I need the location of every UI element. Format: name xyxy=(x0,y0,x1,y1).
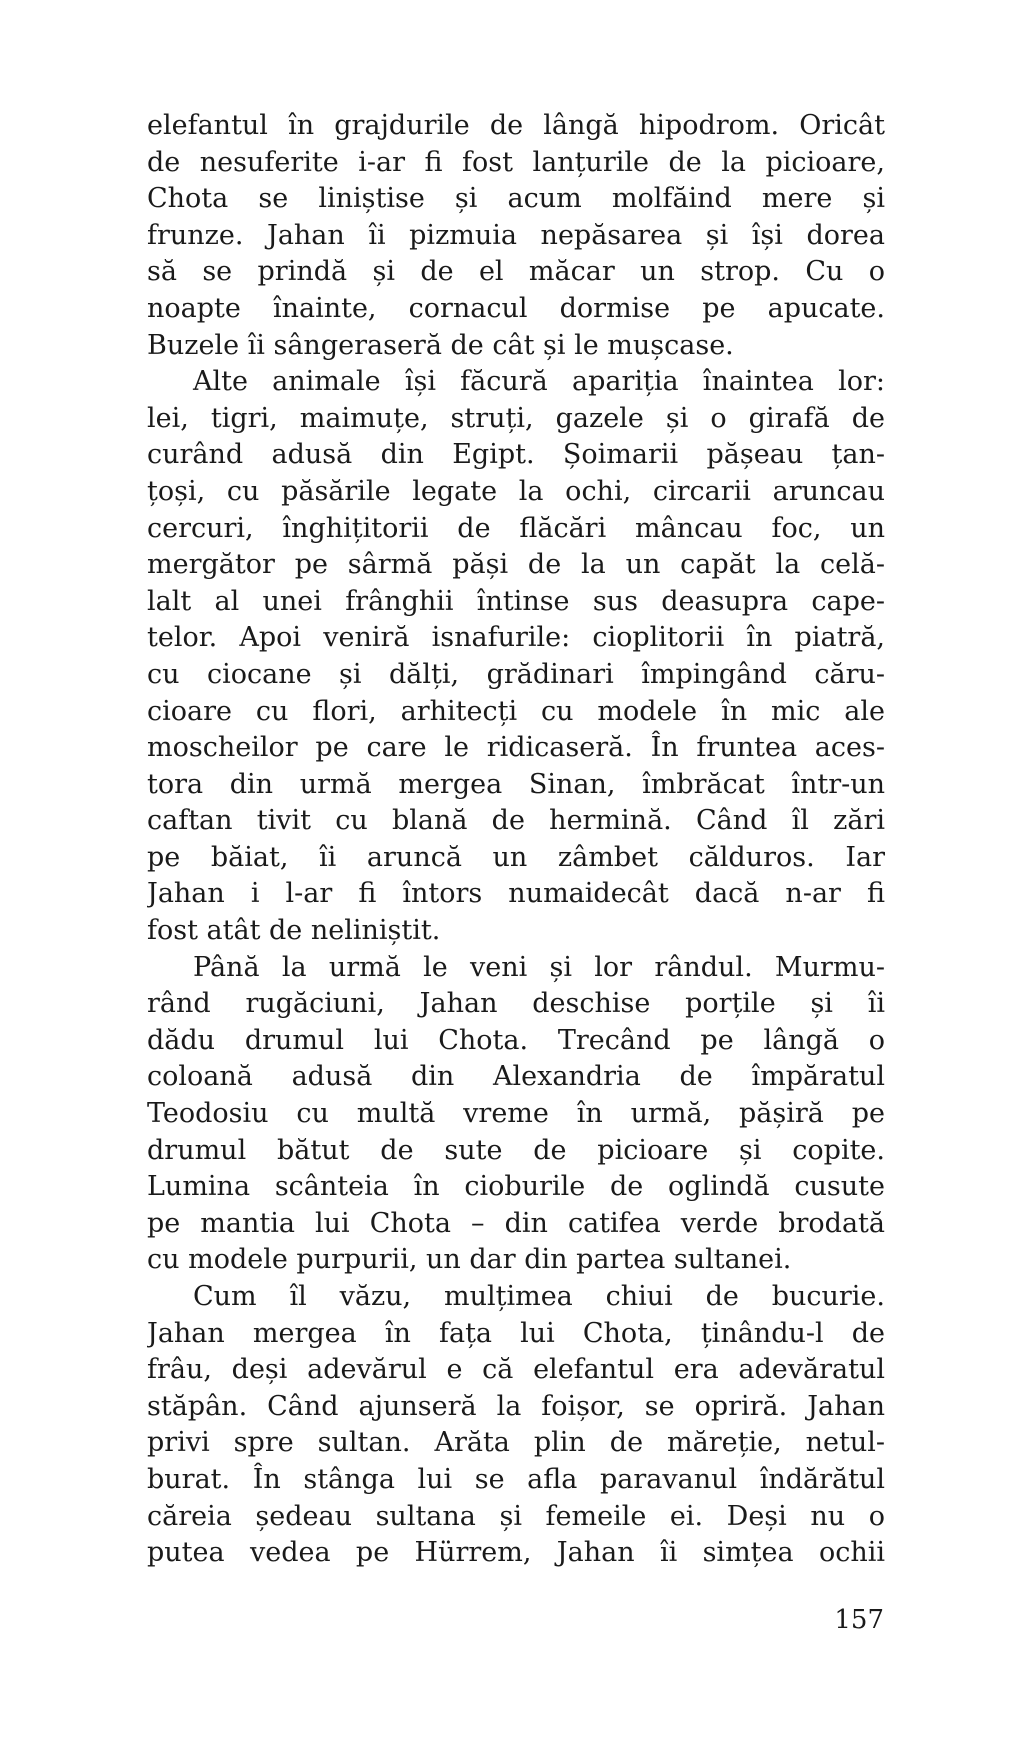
text-line: Alte animale își făcură apariția înaintea lor: xyxy=(193,366,885,398)
text-line: Jahan mergea în fața lui Chota, ținându-l de xyxy=(147,1317,885,1349)
text-line: drumul bătut de sute de picioare și copite. xyxy=(147,1134,885,1166)
text-line: mergător pe sârmă păși de la un capăt la celă- xyxy=(147,549,885,581)
text-line: Chota se liniștise și acum molfăind mere și xyxy=(147,183,885,215)
text-line: lei, tigri, maimuțe, struți, gazele și o girafă de xyxy=(147,402,885,434)
text-line: tora din urmă mergea Sinan, îmbrăcat într-un xyxy=(147,768,885,800)
body-text xyxy=(147,108,885,1572)
text-line: elefantul în grajdurile de lângă hipodrom. Oricât xyxy=(147,110,885,141)
text-line: noapte înainte, cornacul dormise pe apucate. xyxy=(147,292,885,324)
text-line: pe băiat, îi aruncă un zâmbet călduros. Iar xyxy=(147,841,885,873)
text-line: pe mantia lui Chota – din catifea verde brodată xyxy=(147,1207,885,1239)
text-line: privi spre sultan. Arăta plin de măreție, netul- xyxy=(147,1427,885,1459)
text-line: frâu, deși adevărul e că elefantul era adevăratul xyxy=(147,1354,885,1386)
text-line: cu modele purpurii, un dar din partea sultanei. xyxy=(147,1244,792,1276)
text-line: cioare cu flori, arhitecți cu modele în mic ale xyxy=(147,695,885,727)
text-line: telor. Apoi veniră isnafurile: cioplitorii în piatră, xyxy=(147,622,885,654)
text-line: moscheilor pe care le ridicaseră. În fruntea aces- xyxy=(147,732,885,764)
text-line: curând adusă din Egipt. Șoimarii pășeau țan- xyxy=(147,439,885,471)
paragraph xyxy=(147,108,885,364)
text-line: caftan tivit cu blană de hermină. Când îl zări xyxy=(147,805,885,837)
text-line: țoși, cu păsările legate la ochi, circarii aruncau xyxy=(147,475,885,507)
text-line: Buzele îi sângeraseră de cât și le mușcase. xyxy=(147,329,734,361)
text-line: să se prindă și de el măcar un strop. Cu o xyxy=(147,256,885,288)
text-line: dădu drumul lui Chota. Trecând pe lângă o xyxy=(147,1024,885,1056)
text-line: de nesuferite i-ar fi fost lanțurile de la picioare, xyxy=(147,146,885,178)
text-line: burat. În stânga lui se afla paravanul îndărătul xyxy=(147,1463,885,1495)
text-line: Cum îl văzu, mulțimea chiui de bucurie. xyxy=(193,1281,885,1312)
text-line: Jahan i l-ar fi întors numaidecât dacă n-ar fi xyxy=(147,878,885,910)
text-line: frunze. Jahan îi pizmuia nepăsarea și își dorea xyxy=(147,219,885,251)
paragraph xyxy=(147,1279,885,1572)
text-line: cu ciocane și dălți, grădinari împingând căru- xyxy=(147,658,885,690)
text-line: coloană adusă din Alexandria de împăratul xyxy=(147,1061,885,1093)
text-line: Teodosiu cu multă vreme în urmă, pășiră pe xyxy=(147,1098,885,1130)
text-line: fost atât de neliniștit. xyxy=(147,915,441,947)
text-line: lalt al unei frânghii întinse sus deasupra cape- xyxy=(147,585,885,617)
text-line: cercuri, înghițitorii de flăcări mâncau foc, un xyxy=(147,512,885,544)
paragraph xyxy=(147,950,885,1279)
text-line: stăpân. Când ajunseră la foișor, se opriră. Jahan xyxy=(147,1390,885,1422)
text-line: Până la urmă le veni și lor rândul. Murmu- xyxy=(193,951,885,983)
text-line: rând rugăciuni, Jahan deschise porțile și îi xyxy=(147,988,885,1020)
text-line: putea vedea pe Hürrem, Jahan îi simțea ochii xyxy=(147,1537,885,1569)
page-number: 157 xyxy=(834,1605,884,1635)
text-line: căreia ședeau sultana și femeile ei. Deși nu o xyxy=(147,1500,885,1532)
paragraph xyxy=(147,364,885,950)
text-line: Lumina scânteia în cioburile de oglindă cusute xyxy=(147,1171,885,1203)
